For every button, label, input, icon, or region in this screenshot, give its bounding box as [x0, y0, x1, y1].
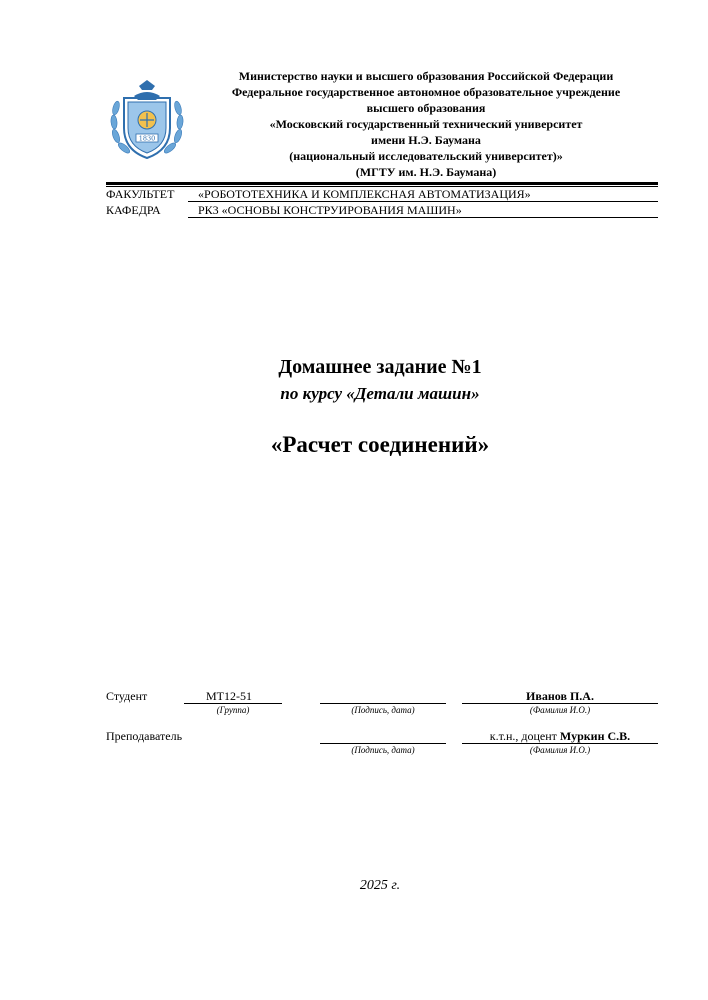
header-line: Федеральное государственное автономное образовательное учреждение [231, 85, 621, 99]
header-line: «Московский государственный технический университет [269, 117, 583, 131]
teacher-name-hint: (Фамилия И.О.) [529, 745, 591, 755]
department-value: РК3 «ОСНОВЫ КОНСТРУИРОВАНИЯ МАШИН» [198, 203, 462, 217]
svg-text:1830: 1830 [138, 134, 156, 143]
header-line: высшего образования [366, 101, 486, 115]
assignment-title: Домашнее задание №1 [278, 356, 482, 378]
student-name-hint: (Фамилия И.О.) [529, 705, 591, 715]
teacher-signature-hint: (Подпись, дата) [351, 745, 415, 755]
header-line: имени Н.Э. Баумана [371, 133, 481, 147]
teacher-name-block [462, 729, 658, 743]
header-line: (национальный исследовательский университет)» [289, 149, 563, 163]
student-name-underline [462, 703, 658, 704]
teacher-name-underline [462, 743, 658, 744]
faculty-underline [188, 201, 658, 202]
group-underline [184, 703, 282, 704]
header-line: (МГТУ им. Н.Э. Баумана) [355, 165, 497, 179]
teacher-name: Муркин С.В. [559, 729, 631, 743]
teacher-degree: к.т.н., доцент [489, 729, 557, 743]
student-label: Студент [106, 689, 148, 703]
department-label: КАФЕДРА [106, 203, 161, 217]
header-rule-thick [106, 182, 658, 185]
teacher-signature-line [320, 743, 446, 744]
faculty-label: ФАКУЛЬТЕТ [106, 187, 175, 201]
header-line: Министерство науки и высшего образования Российской Федерации [238, 69, 614, 83]
emblem-icon [106, 76, 188, 164]
ministry-header [196, 68, 656, 180]
group-hint: (Группа) [216, 705, 250, 715]
course-title: по курсу «Детали машин» [280, 384, 480, 403]
student-name: Иванов П.А. [526, 689, 594, 703]
student-signature-line [320, 703, 446, 704]
student-group: МТ12-51 [206, 689, 252, 703]
student-signature-hint: (Подпись, дата) [351, 705, 415, 715]
university-emblem [106, 76, 188, 164]
faculty-value: «РОБОТОТЕХНИКА И КОМПЛЕКСНАЯ АВТОМАТИЗАЦИЯ» [198, 187, 531, 201]
department-underline [188, 217, 658, 218]
document-year: 2025 г. [359, 878, 401, 893]
topic-title: «Расчет соединений» [270, 432, 490, 457]
teacher-label: Преподаватель [106, 729, 183, 743]
